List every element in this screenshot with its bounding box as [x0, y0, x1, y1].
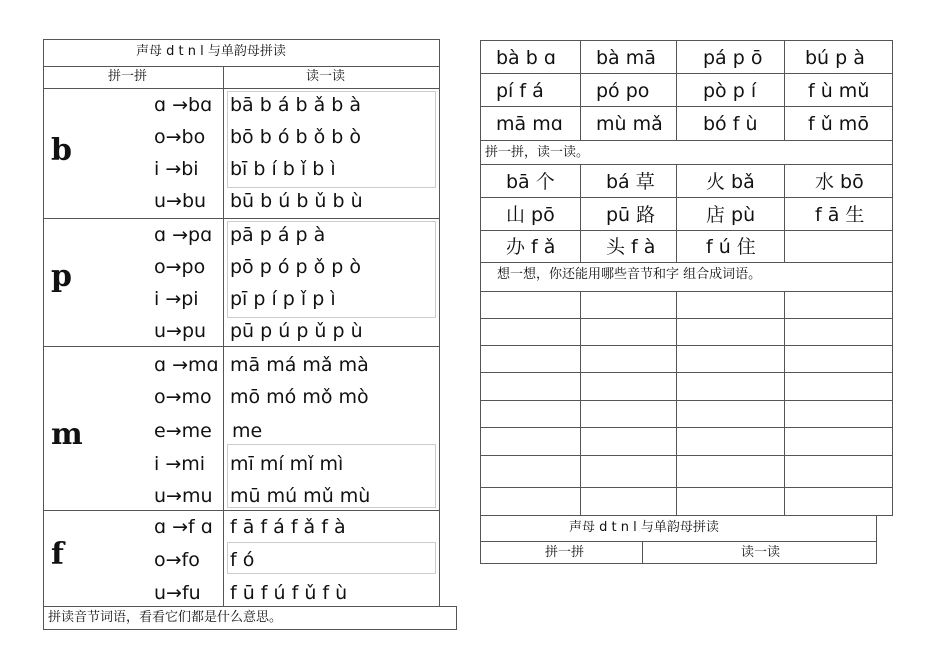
pin-row: i →pi: [154, 288, 199, 310]
du-row: f ū f ú f ǔ f ù: [230, 582, 348, 604]
word-cell: f ú 住: [706, 236, 756, 258]
du-row: bū b ú b ǔ b ù: [230, 190, 363, 212]
du-row: bō b ó b ǒ b ò: [230, 126, 361, 148]
du-row: pū p ú p ǔ p ù: [230, 320, 363, 342]
du-row: bī b í b ǐ b ì: [230, 158, 336, 180]
word-cell: bá 草: [606, 171, 655, 193]
instruction-pin-du: 拼一拼，读一读。: [485, 145, 590, 160]
syllable-cell: f ǔ mō: [808, 113, 869, 135]
left-footer-instruction: 拼读音节词语，看看它们都是什么意思。: [48, 610, 283, 625]
initial-letter-b: b: [51, 133, 72, 168]
syllable-cell: bó f ù: [703, 113, 758, 135]
left-title: 声母 d t n l 与单韵母拼读: [136, 44, 286, 59]
du-row: mū mú mǔ mù: [230, 485, 371, 507]
syllable-cell: mù mǎ: [596, 113, 663, 135]
pin-row: i →bi: [154, 158, 199, 180]
pin-row: ɑ →f ɑ: [154, 516, 213, 538]
pin-row: u→mu: [154, 485, 213, 507]
pin-row: o→po: [154, 256, 206, 278]
word-cell: 山 pō: [506, 204, 555, 226]
syllable-cell: bà b ɑ: [496, 47, 556, 69]
du-row: pī p í p ǐ p ì: [230, 288, 336, 310]
syllable-cell: pó po: [596, 80, 650, 102]
pin-row: u→bu: [154, 190, 207, 212]
pin-row: ɑ →bɑ: [154, 94, 213, 116]
pin-row: e→me: [154, 420, 212, 442]
word-cell: pū 路: [606, 204, 656, 226]
pin-row: u→fu: [154, 582, 201, 604]
word-cell: 火 bǎ: [706, 171, 755, 193]
du-row: mī mí mǐ mì: [230, 453, 344, 475]
syllable-cell: f ù mǔ: [808, 80, 870, 102]
word-cell: f ā 生: [815, 204, 865, 226]
syllable-cell: bà mā: [596, 47, 656, 69]
instruction-think: 想一想，你还能用哪些音节和字 组合成词语。: [497, 267, 762, 282]
right-footer-title: 声母 d t n l 与单韵母拼读: [569, 520, 719, 535]
initial-letter-p: p: [51, 259, 72, 294]
du-row: pō p ó p ǒ p ò: [230, 256, 361, 278]
syllable-cell: pò p í: [703, 80, 757, 102]
col-header-pin: 拼一拼: [108, 69, 148, 84]
initial-letter-m: m: [51, 417, 83, 452]
pin-row: ɑ →mɑ: [154, 354, 219, 376]
syllable-cell: pá p ō: [703, 47, 763, 69]
pin-row: o→mo: [154, 386, 212, 408]
pin-row: u→pu: [154, 320, 207, 342]
word-cell: 头 f à: [606, 236, 656, 258]
syllable-cell: mā mɑ: [496, 113, 563, 135]
col-header-du: 读一读: [306, 69, 346, 84]
du-row: mā má mǎ mà: [230, 354, 369, 376]
word-cell: 店 pù: [706, 204, 756, 226]
word-cell: 水 bō: [815, 171, 864, 193]
du-row: f ó: [230, 549, 255, 571]
word-cell: 办 f ǎ: [506, 236, 556, 258]
syllable-cell: pí f á: [496, 80, 544, 102]
syllable-cell: bú p à: [805, 47, 865, 69]
right-footer-col-pin: 拼一拼: [545, 545, 585, 560]
initial-letter-f: f: [51, 537, 64, 572]
du-row: f ā f á f ǎ f à: [230, 516, 346, 538]
pin-row: o→fo: [154, 549, 200, 571]
du-row: pā p á p à: [230, 224, 326, 246]
pin-row: o→bo: [154, 126, 206, 148]
pin-row: ɑ →pɑ: [154, 224, 213, 246]
word-cell: bā 个: [506, 171, 555, 193]
du-row: me: [232, 420, 263, 442]
pin-row: i →mi: [154, 453, 206, 475]
du-row: mō mó mǒ mò: [230, 386, 369, 408]
right-footer-col-du: 读一读: [741, 545, 781, 560]
du-row: bā b á b ǎ b à: [230, 94, 362, 116]
